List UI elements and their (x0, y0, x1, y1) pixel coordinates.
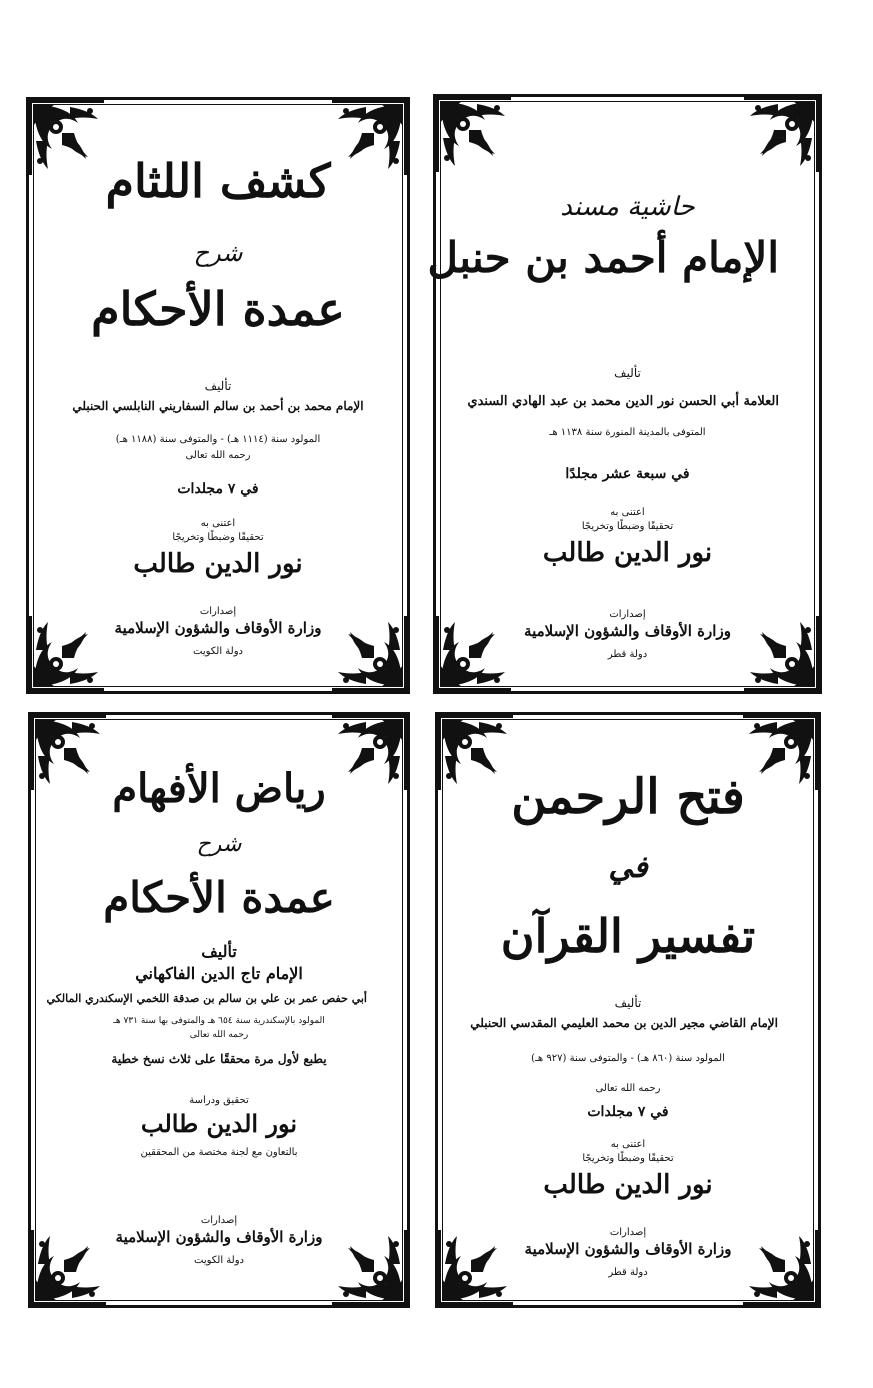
book-subtitle: في (608, 850, 648, 885)
author-label: تأليف (201, 942, 237, 961)
publisher-name: وزارة الأوقاف والشؤون الإسلامية (114, 619, 322, 637)
edited-label: اعتنى به (200, 518, 236, 529)
book-subtitle: شرح (193, 239, 243, 267)
editor-name: نور الدين طالب (133, 549, 303, 579)
book-cover-kashf (26, 97, 410, 694)
book-title-2: عمدة الأحكام (103, 873, 335, 922)
publisher-name: وزارة الأوقاف والشؤون الإسلامية (115, 1228, 323, 1246)
book-heading: حاشية مسند (560, 192, 695, 222)
author-name: العلامة أبي الحسن نور الدين محمد بن عبد الهادي السندي (467, 394, 779, 409)
edited-label: اعتنى به (610, 507, 645, 518)
author-label: تأليف (204, 379, 232, 393)
book-title: فتح الرحمن (511, 769, 745, 825)
volume-count: في ٧ مجلدات (177, 481, 259, 497)
publisher-label: إصدارات (200, 1215, 238, 1226)
publisher-label: إصدارات (199, 606, 237, 617)
volume-count: في ٧ مجلدات (587, 1104, 669, 1120)
book-title: كشف اللثام (105, 154, 331, 208)
book-subtitle: شرح (196, 832, 242, 857)
editor-note: بالتعاون مع لجنة مختصة من المحققين (140, 1147, 298, 1158)
author-name: الإمام محمد بن أحمد بن سالم السفاريني النابلسي الحنبلي (72, 399, 364, 413)
edited-role: تحقيقًا وضبطًا وتخريجًا (581, 521, 674, 532)
publisher-country: دولة الكويت (194, 1255, 244, 1266)
author-label: تأليف (614, 996, 642, 1010)
author-dates: المولود بالإسكندرية سنة ٦٥٤ هـ والمتوفى بها سنة ٧٣١ هـ (113, 1016, 325, 1026)
publisher-name: وزارة الأوقاف والشؤون الإسلامية (524, 622, 731, 640)
edited-label: اعتنى به (610, 1139, 646, 1150)
book-cover-fath (435, 712, 821, 1308)
author-name-2: أبي حفص عمر بن علي بن سالم بن صدقة اللخمي الإسكندري المالكي (46, 992, 367, 1005)
print-note: يطبع لأول مرة محققًا على ثلاث نسخ خطية (111, 1052, 327, 1066)
book-title: الإمام أحمد بن حنبل (427, 233, 779, 282)
edited-role: تحقيقًا وضبطًا وتخريجًا (172, 532, 264, 543)
author-dates: المولود سنة (١١١٤ هـ) - والمتوفى سنة (١١٨٨ هـ) (115, 434, 321, 445)
author-mercy: رحمه الله تعالى (189, 1030, 249, 1040)
publisher-country: دولة الكويت (193, 646, 243, 657)
book-cover-musnad (427, 94, 822, 694)
edited-label: تحقيق ودراسة (189, 1095, 249, 1106)
editor-name: نور الدين طالب (543, 1170, 713, 1200)
author-label: تأليف (614, 366, 641, 380)
book-title: رياض الأفهام (112, 765, 326, 812)
publisher-name: وزارة الأوقاف والشؤون الإسلامية (524, 1240, 732, 1258)
author-mercy: رحمه الله تعالى (595, 1083, 661, 1094)
edited-role: تحقيقًا وضبطًا وتخريجًا (582, 1153, 674, 1164)
editor-name: نور الدين طالب (140, 1109, 298, 1138)
publisher-label: إصدارات (609, 609, 646, 620)
volume-count: في سبعة عشر مجلدًا (565, 466, 690, 482)
editor-name: نور الدين طالب (542, 538, 713, 568)
book-title-2: تفسير القرآن (500, 909, 756, 963)
author-mercy: رحمه الله تعالى (185, 450, 251, 461)
author-death: المتوفى بالمدينة المنورة سنة ١١٣٨ هـ (549, 427, 706, 438)
publisher-country: دولة قطر (607, 649, 648, 660)
publisher-country: دولة قطر (608, 1267, 648, 1278)
book-title-2: عمدة الأحكام (91, 282, 345, 336)
author-dates: المولود سنة (٨٦٠ هـ) - والمتوفى سنة (٩٢٧ هـ) (531, 1053, 725, 1064)
author-name-1: الإمام تاج الدين الفاكهاني (135, 964, 303, 983)
book-cover-riyad (28, 712, 410, 1308)
publisher-label: إصدارات (609, 1227, 647, 1238)
author-name: الإمام القاضي مجير الدين بن محمد العليمي المقدسي الحنبلي (470, 1016, 778, 1030)
